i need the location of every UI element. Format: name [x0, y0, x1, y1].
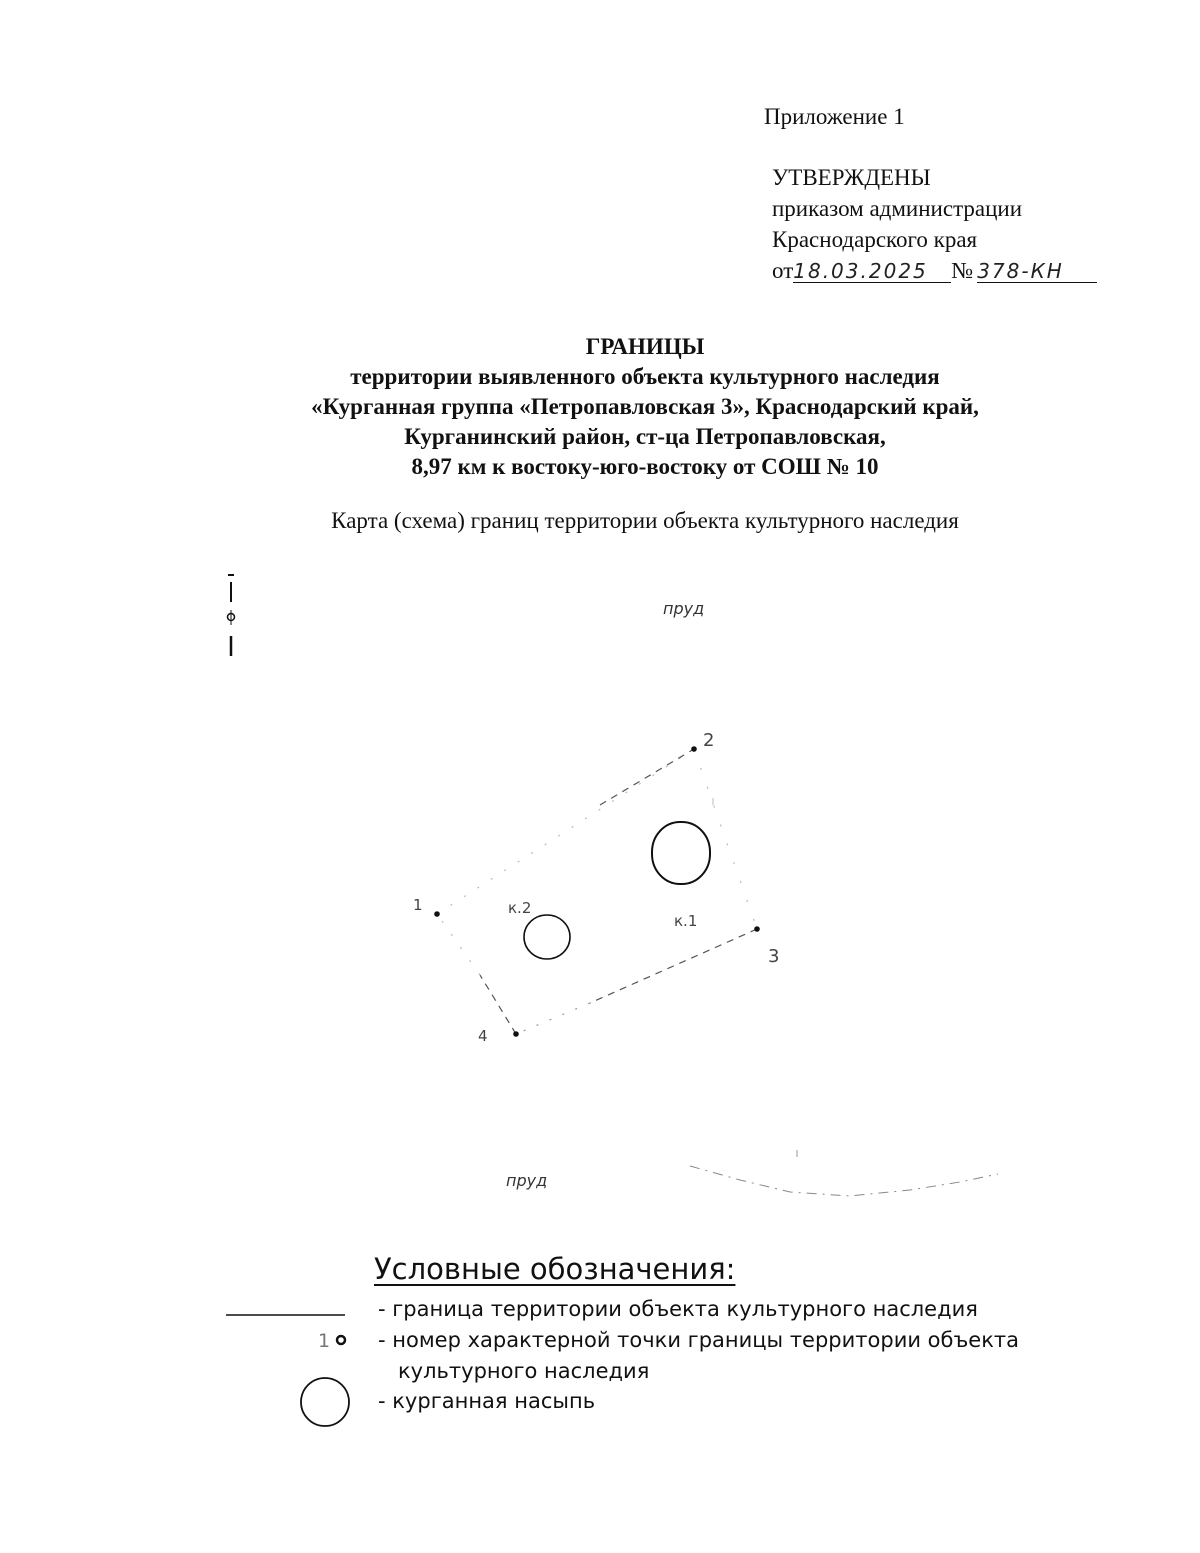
pond-label-bottom: пруд — [506, 1171, 548, 1190]
legend-point-sample-number: 1 — [318, 1330, 331, 1352]
appendix-label: Приложение 1 — [764, 104, 905, 129]
legend-item-point-text-1: - номер характерной точки границы территории объекта — [378, 1328, 1020, 1352]
map-subtitle: Карта (схема) границ территории объекта культурного наследия — [331, 508, 959, 533]
mound-2-shape — [524, 915, 570, 959]
point-number-4: 4 — [478, 1027, 488, 1045]
title-line-1: территории выявленного объекта культурного наследия — [350, 364, 940, 389]
legend-point-symbol — [337, 1336, 345, 1344]
approved-by: приказом администрации — [772, 196, 1023, 221]
north-arrow — [228, 575, 235, 656]
legend-heading: Условные обозначения: — [374, 1252, 736, 1286]
legend-symbols — [226, 1300, 376, 1430]
order-line — [772, 255, 1097, 286]
title-heading: ГРАНИЦЫ — [585, 334, 705, 359]
legend-item-point-text-2: культурного наследия — [398, 1359, 650, 1383]
title-line-2: «Курганная группа «Петропавловская 3», Краснодарский край, — [311, 394, 979, 419]
order-date: 18.03.2025 — [793, 260, 951, 283]
mound-2-label: к.2 — [508, 899, 532, 917]
mound-1-label: к.1 — [674, 912, 698, 930]
boundary-line — [437, 749, 757, 1034]
legend-mound-symbol — [301, 1378, 349, 1426]
order-number: 378-КН — [977, 260, 1097, 283]
point-number-2: 2 — [703, 730, 715, 751]
approved-word: УТВЕРЖДЕНЫ — [772, 165, 931, 190]
pond-label-top: пруд — [663, 599, 705, 618]
pond-shoreline — [690, 1166, 998, 1196]
legend-item-mound-text: - курганная насыпь — [378, 1389, 596, 1413]
title-line-3: Курганинский район, ст-ца Петропавловская, — [404, 424, 886, 449]
title-line-4: 8,97 км к востоку-юго-востоку от СОШ № 10 — [411, 454, 879, 479]
approved-region: Краснодарского края — [772, 227, 978, 252]
boundary-point-2 — [691, 746, 697, 752]
document-title — [0, 332, 1200, 482]
legend-item-boundary-text: - граница территории объекта культурного наследия — [378, 1297, 978, 1321]
mound-1-shape — [652, 822, 710, 884]
point-number-3: 3 — [768, 946, 780, 967]
boundary-map — [0, 560, 1200, 1240]
approval-block — [772, 162, 1097, 286]
boundary-point-1 — [434, 911, 440, 917]
order-number-label: № — [951, 258, 974, 283]
boundary-point-4 — [513, 1031, 519, 1037]
point-number-1: 1 — [413, 896, 423, 914]
boundary-point-3 — [754, 926, 760, 932]
order-from-label: от — [772, 258, 794, 283]
